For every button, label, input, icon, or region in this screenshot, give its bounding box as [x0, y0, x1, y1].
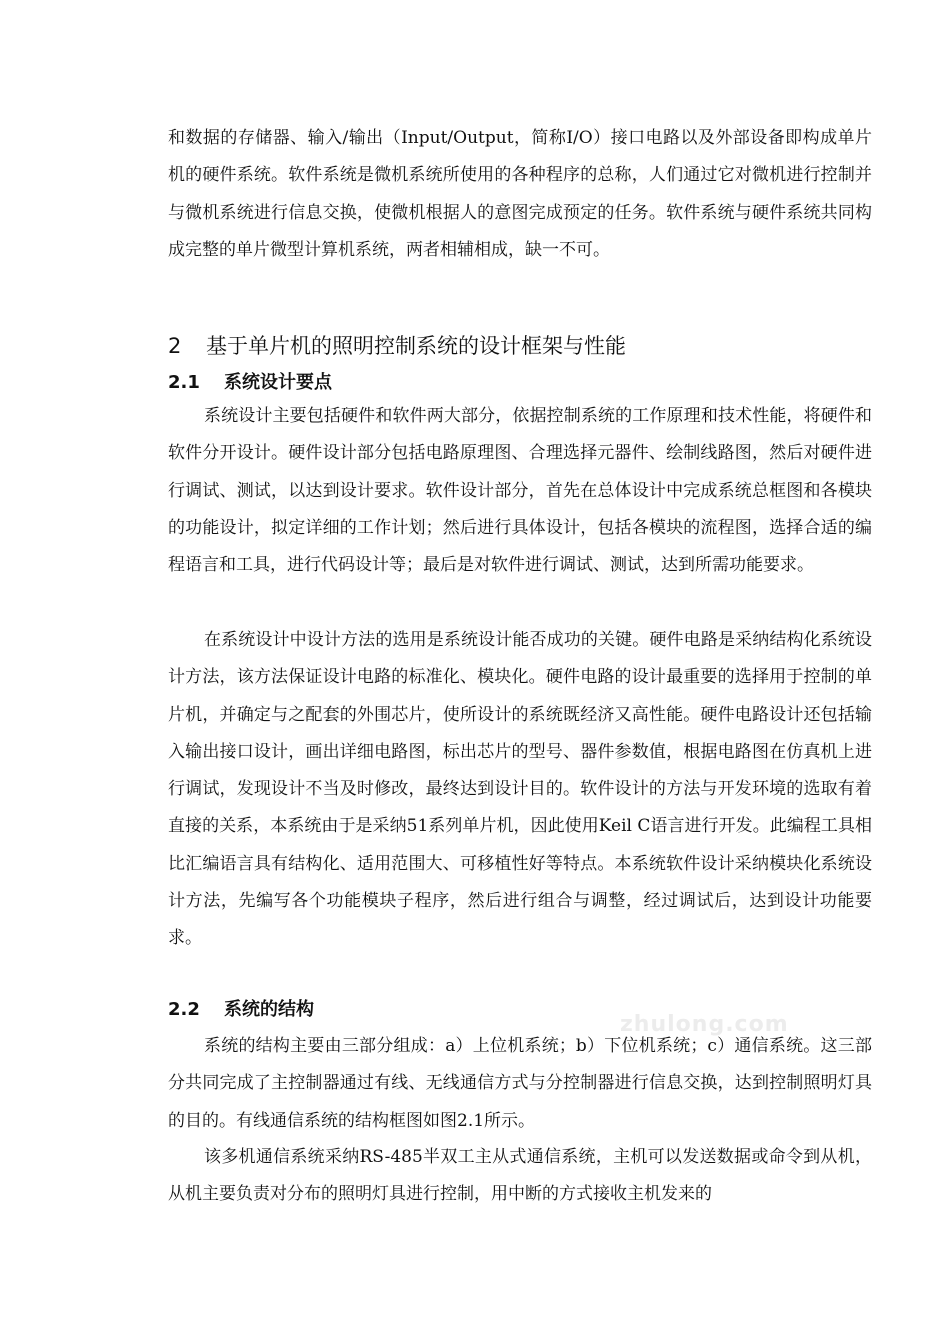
paragraph-design-overview: 系统设计主要包括硬件和软件两大部分，依据控制系统的工作原理和技术性能，将硬件和软件分开设计。硬件设计部分包括电路原理图、合理选择元器件、绘制线路图，然后对硬件进行调试、测试，以达到设计要求。软件设计部分，首先在总体设计中完成系统总框图和各模块的功能设计，拟定详细的工作计划；然后进行具体设计，包括各模块的流程图，选择合适的编程语言和工具，进行代码设计等；最后是对软件进行调试、测试，达到所需功能要求。 [168, 406, 872, 576]
section-number: 2 [168, 334, 182, 358]
paragraph-system-structure: 系统的结构主要由三部分组成：a）上位机系统；b）下位机系统；c）通信系统。这三部分共同完成了主控制器通过有线、无线通信方式与分控制器进行信息交换，达到控制照明灯具的目的。有线通信系统的结构框图如图2.1所示。 [168, 1036, 872, 1131]
subsection-heading-2-1 [168, 369, 872, 397]
section-title: 基于单片机的照明控制系统的设计框架与性能 [206, 334, 626, 358]
paragraph-intro: 和数据的存储器、输入/输出（Input/Output，简称I/O）接口电路以及外部设备即构成单片机的硬件系统。软件系统是微机系统所使用的各种程序的总称，人们通过它对微机进行控制并与微机系统进行信息交换，使微机根据人的意图完成预定的任务。软件系统与硬件系统共同构成完整的单片微型计算机系统，两者相辅相成，缺一不可。 [168, 128, 872, 260]
subsection-number: 2.2 [168, 999, 200, 1020]
subsection-number: 2.1 [168, 372, 200, 393]
subsection-title: 系统的结构 [224, 999, 314, 1020]
subsection-heading-2-2 [168, 996, 872, 1024]
paragraph-communication: 该多机通信系统采纳RS-485半双工主从式通信系统，主机可以发送数据或命令到从机，从机主要负责对分布的照明灯具进行控制，用中断的方式接收主机发来的 [168, 1147, 872, 1205]
subsection-title: 系统设计要点 [224, 372, 332, 393]
watermark: zhulong.com [620, 1012, 789, 1037]
paragraph-design-method: 在系统设计中设计方法的选用是系统设计能否成功的关键。硬件电路是采纳结构化系统设计方法，该方法保证设计电路的标准化、模块化。硬件电路的设计最重要的选择用于控制的单片机，并确定与之配套的外围芯片，使所设计的系统既经济又高性能。硬件电路设计还包括输入输出接口设计，画出详细电路图，标出芯片的型号、器件参数值，根据电路图在仿真机上进行调试，发现设计不当及时修改，最终达到设计目的。软件设计的方法与开发环境的选取有着直接的关系，本系统由于是采纳51系列单片机，因此使用Keil C语言进行开发。此编程工具相比汇编语言具有结构化、适用范围大、可移植性好等特点。本系统软件设计采纳模块化系统设计方法，先编写各个功能模块子程序，然后进行组合与调整，经过调试后，达到设计功能要求。 [168, 630, 872, 949]
section-heading-2 [168, 330, 872, 362]
